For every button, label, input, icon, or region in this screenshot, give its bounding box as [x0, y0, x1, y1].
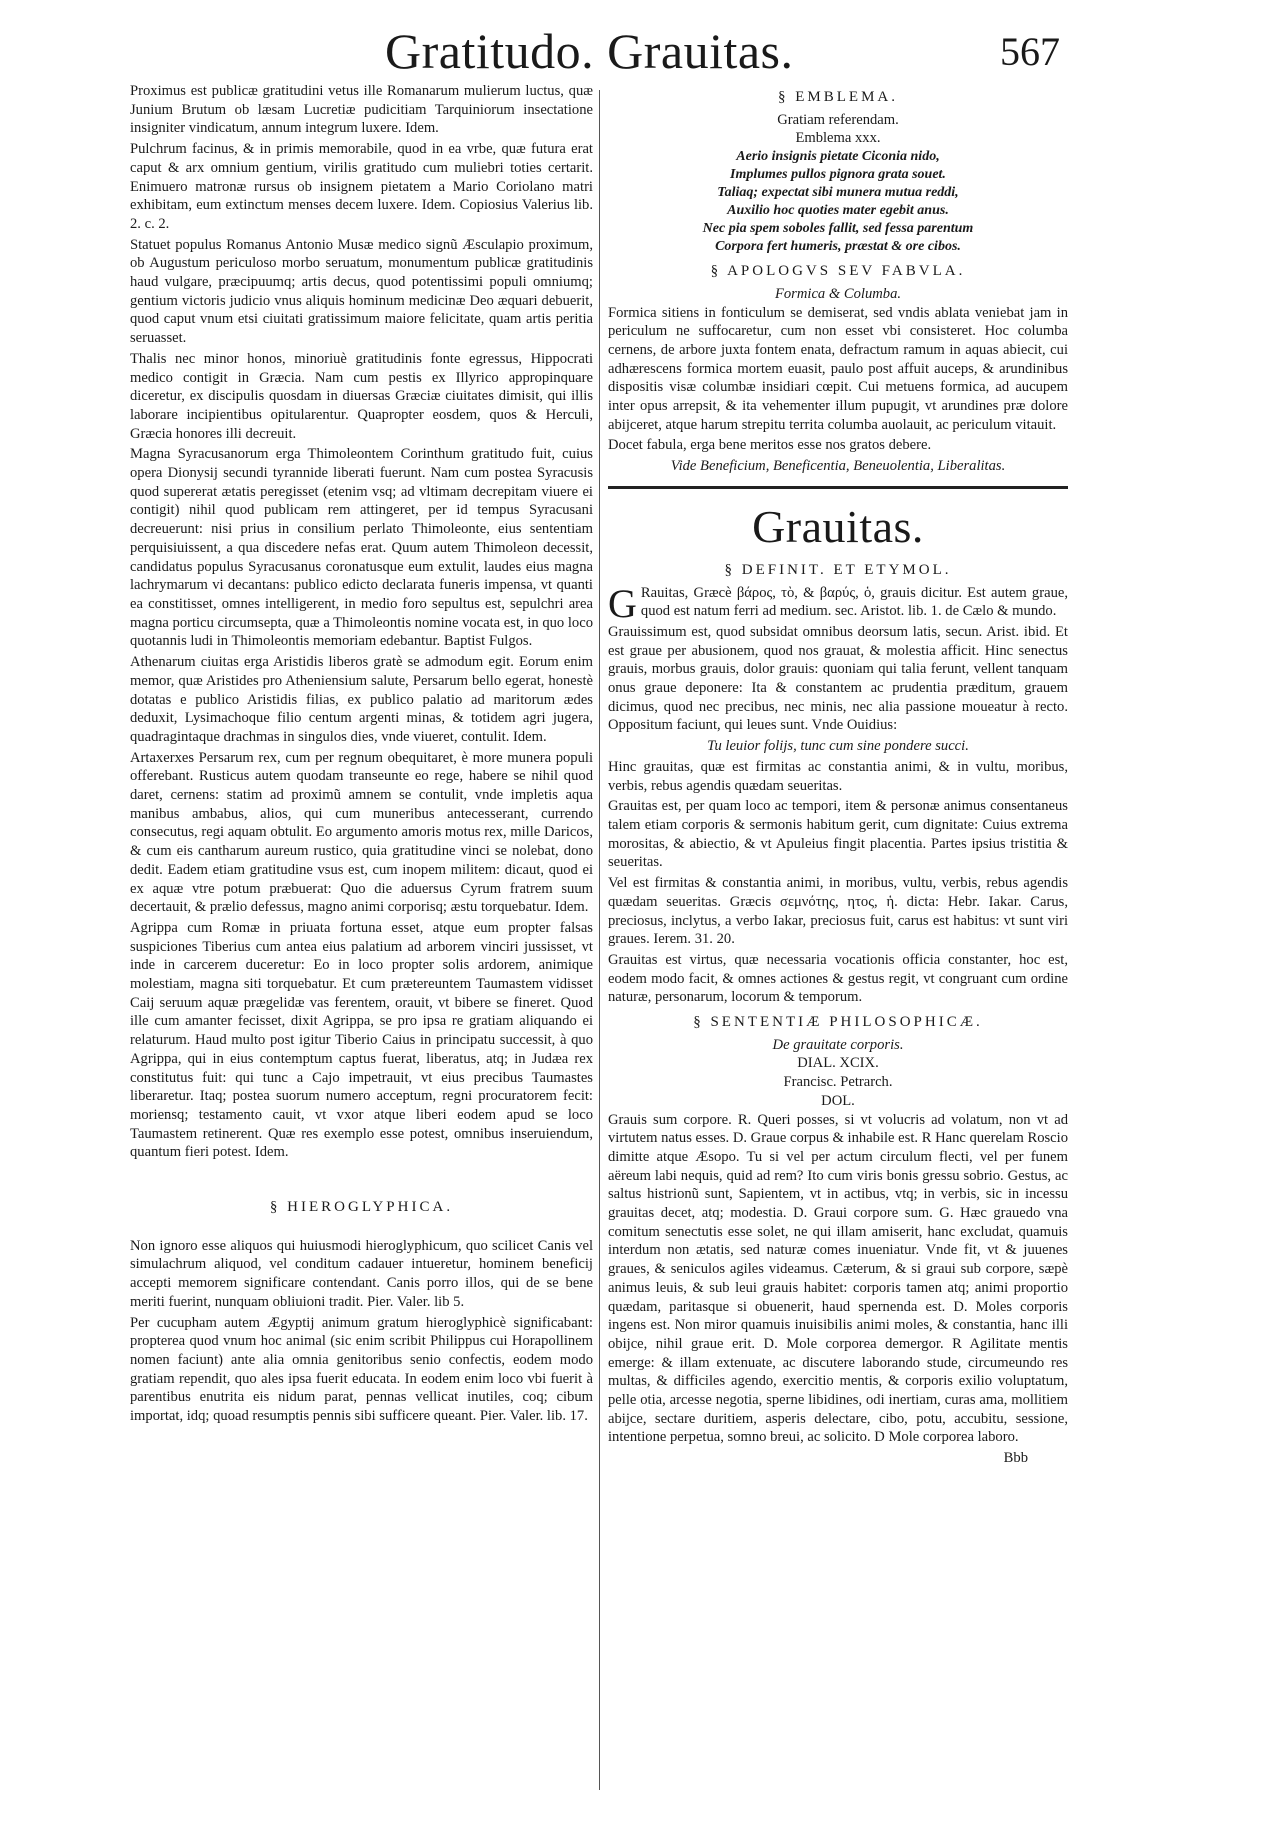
emblem-motto: Gratiam referendam. — [777, 111, 899, 128]
emblem-verse: Auxilio hoc quoties mater egebit anus. — [727, 203, 949, 219]
section-heading-emblema: § EMBLEMA. — [778, 89, 898, 105]
paragraph: Athenarum ciuitas erga Aristidis liberos gratè se admodum egit. Eorum enim memor, quæ Aristides pro Atheniensium salute, Persarum bello egerat, honestè dotatas e publico Aristidis filias, ex publico palatio ad maritorum ædes deduxit, Lysimachoque filio centum argenti minas, & totidem agri jugera, quadragintaque drachmas in singulos dies, vnde viueret, contulit. Idem. — [130, 654, 593, 745]
paragraph: Artaxerxes Persarum rex, cum per regnum obequitaret, è more munera populi offerebant. Rusticus autem quodam transeunte eo rege, habere se nihil quod daret, cernens: statim ad proximũ amnem se contulit, vnde impletis aqua manibus ambabus, alios, qui cum muneribus antecesserant, currendo consecutus, regi aquam obtulit. Eo argumento amoris motus rex, mille Daricos, & cum eis cantharum aureum rustico, quia gratitudine vinci se nolebat, dono dedit. Eadem etiam gratitudine vsus est, cum inopem militem: dicaut, quod ei ex aquæ vtre potum præbuerat: Quo die aduersus Cyrum fratrem suum decertauit, & prælio defessus, magno animi corporisq; æstu torquebatur. Idem. — [130, 749, 593, 916]
section-heading-definit: § DEFINIT. ET ETYMOL. — [724, 561, 952, 578]
cross-reference: Vide Beneficium, Beneficentia, Beneuolentia, Liberalitas. — [670, 458, 1006, 475]
dialogue-number: DIAL. XCIX. — [797, 1055, 879, 1072]
article-title: Grauitas. — [752, 500, 924, 552]
paragraph: Magna Syracusanorum erga Thimoleontem Corinthum gratitudo fuit, cuius opera Dionysij secundi tyrannide liberati fuerunt. Nam cum postea Syracusis quod supererat ætatis peregisset (etenim vsq; ad vltimam decrepitam viuere ei contigit) nihil quod publicam rem attingeret, per id tempus Syracusani decreuerunt: nisi prius in consilium perlato Thimoleonte, eius sententiam perquisiuissent, a qua discedere nefas erat. Quum autem Thimoleon decessit, candidatus populus Syracusanus coronatusque eum extulit, laudes eius magna lachrymarum vi decantans: publico edicto declarata funeris impensa, vt quanti ea constitisset, omnes intelligerent, in medio foro sepultus est, sepulchri area magna porticu circumsepta, quæ a Thimoleontis nomine vocata est, in quo loco quotannis ludi in Thimoleontis memoriam edebantur. Baptist Fulgos. — [130, 446, 593, 650]
paragraph: Thalis nec minor honos, minoriuè gratitudinis fonte egressus, Hippocrati medico contigit in Græcia. Nam cum pestis ex Illyrico appropinquare diceretur, ex discipulis quosdam in diuersas Græciæ ciuitates dimisit, qui illis laborare incipientibus opitularentur. Quapropter eosdem, quos & Herculi, Græcia honores illi decreuit. — [130, 350, 593, 442]
emblem-verse: Aerio insignis pietate Ciconia nido, — [736, 149, 940, 165]
paragraph: Per cucupham autem Ægyptij animum gratum hieroglyphicè significabant: propterea quod vnum hoc animal (sic enim scribit Philippus cui Horapollinem nomen faciunt) ante alia omnia genitoribus senio confectis, eodem modo gratiam rependit, quo ales ipsa fuerit educata. In eodem enim loco vbi fuerit à parentibus enutrita eis nidum parat, pennas vellicat inutiles, coq; cibum importat, idq; quoad resumptis pennis sibi sufficere queant. Pier. Valer. lib. 17. — [130, 1314, 593, 1425]
emblem-verse: Corpora fert humeris, præstat & ore cibos. — [715, 239, 961, 255]
right-column — [608, 82, 1068, 1468]
page-header — [0, 10, 1276, 80]
paragraph: Agrippa cum Romæ in priuata fortuna esset, atque eum propter falsas suspiciones Tiberius cum antea eius palatium ad arborem vinciri jussisset, vt inde in carcerem duceretur: Eo in loco propter solis ardorem, animique molestiam, magna siti torquebatur. Et cum prætereuntem Taumastem vidisset Caij seruum aquæ prægelidæ vas ferentem, orauit, vt bibere se fineret. Quod ille cum amanter fecisset, dixit Agrippa, se pro ipsa re gratiam aliquando ei relaturum. Haud multo post igitur Tiberio Caius in principatu successit, à quo Agrippa, qui in eius contemptum captus fuerat, liberatus, atq; in Judæa rex constitutus fuit: qui tunc a Cajo impetrauit, vt eius precibus Taumastes liberaretur. Itaq; postea suorum numero acceptum, regni procuratorem fecit: moriensq; testamento cauit, vt vxor atque liberi eodem apud se loco Taumastem retinerent. Quæ res exemplo esse potest, omnibus inseruiendum, quantum fieri potest. Idem. — [130, 919, 593, 1161]
paragraph: Formica sitiens in fonticulum se demiserat, sed vndis ablata veniebat jam in periculum ne suffocaretur, cum non esset vbi consisteret. Hoc columba cernens, de arbore juxta fontem enata, defractum ramum in aquas abiecit, cui adhærescens formica mortem euasit, paulo post affuit auceps, & arundinibus dispositis visæ columbæ insidiari cœpit. Cui metuens formica, ad aucupem inter opus arrepsit, & ita vehementer illum pupugit, vt arundines præ dolore abijceret, atque harum strepitu territa columba auolauit, ac periculum vitauit. — [608, 304, 1068, 433]
author: Francisc. Petrarch. — [783, 1074, 893, 1091]
sententiae-title: De grauitate corporis. — [772, 1036, 904, 1053]
page-number: 567 — [1000, 29, 1060, 74]
drop-cap: G — [608, 580, 637, 626]
section-heading-sententiae: § SENTENTIÆ PHILOSOPHICÆ. — [693, 1014, 983, 1031]
emblem-verse: Implumes pullos pignora grata souet. — [730, 167, 946, 183]
paragraph: Pulchrum facinus, & in primis memorabile, quod in ea vrbe, quæ futura erat caput & arx omnium gentium, virilis gratitudo cum muliebri toties certarit. Enimuero matronæ rursus ob insignem pietatem a Mario Coriolano matri exhibitam, eum extinctum menses decem luxere. Idem. Copiosius Valerius lib. 2. c. 2. — [130, 141, 593, 232]
paragraph: Grauitas est, per quam loco ac tempori, item & personæ animus consentaneus talem etiam corporis & sermonis habitum gerit, cum dignitate: Cuius extrema morositas, & abiectio, & vt Apuleius fingit placentia. Partes ipsius tristitia & seueritas. — [608, 798, 1068, 871]
paragraph: Non ignoro esse aliquos qui huiusmodi hieroglyphicum, quo scilicet Canis vel simulachrum aliquod, vel conditum cadauer intueretur, hominem beneficij accepti memorem significare contendant. Canis porro illos, qui de se bene meriti fuerint, nunquam obliuioni tradit. Pier. Valer. lib 5. — [130, 1237, 593, 1310]
paragraph: Grauis sum corpore. R. Queri posses, si vt volucris ad volatum, non vt ad virtutem natus esses. D. Graue corpus & inhabile est. R Hanc querelam Roscio dimitte atque Æsopo. Tu si vel per actum circulum flecti, vel per funem aëreum labi nequis, quid ad rem? Ito cum viris bonis gressu sobrio. Gestus, ac saltus histrionũ sunt, Sapientem, vt in actibus, vtq; in verbis, sic in incessu grauitas decet, atq; modestia. D. Graui corpore sum. G. Hæc grauedo vna comitum senectutis esse solet, ne qui illam amiserit, hanc excludat, quamuis interdum non ætatis, sed naturæ comes inueniatur. Vnde fit, vt & juuenes graues, & seniculos agiles videamus. Cæterum, & si graui sub corpore, sæpè animus leuis, & sub leui grauis habitet: corporis tamen atq; animi proportio quædam, paritasque si obuenerit, haud spernenda est. D. Moles corporis ingens est. Non miror quamuis inuisibilis animi moles, & constantia, hanc illi obijce, nihil graue erit. D. Mole corporea demergor. R Agilitate mentis emerge: & illam extenuate, ac discutere laborando stude, circumeundo res multas, & difficiles agendo, exercitio mentis, & corporis exilio voluptatum, pelle otia, arcesse negotia, sperne libidines, odi inertiam, curas ama, mollitiem abijce, sectare duritiem, asperis delectare, cibo, potu, accubitu, sessione, intentione perpetua, somno breui, ac solicito. D Mole corporea laboro. — [608, 1111, 1068, 1446]
paragraph: Grauissimum est, quod subsidat omnibus deorsum latis, secun. Arist. ibid. Et est graue per abusionem, quod nos grauat, & molestia afficit. Hinc senectus grauis, morbus grauis, dolor grauis: quoniam qui talia ferunt, vellent tanquam onus graue deponere: Ita & constantem ac prudentia præditum, grauem dicimus, quod nec precibus, nec minis, nec alia passione moueatur à recto. Oppositum faciunt, qui leues sunt. Vnde Ouidius: — [608, 623, 1068, 734]
paragraph — [608, 580, 1068, 626]
column-divider — [599, 90, 600, 1790]
section-heading-apologus: § APOLOGVS SEV FABVLA. — [710, 263, 966, 280]
horizontal-rule — [608, 486, 1068, 489]
section-heading-hieroglyphica: § HIEROGLYPHICA. — [269, 1199, 454, 1216]
fable-moral: Docet fabula, erga bene meritos esse nos gratos debere. — [608, 437, 932, 454]
speaker-label: DOL. — [821, 1092, 855, 1109]
emblem-verse: Nec pia spem soboles fallit, sed fessa parentum — [702, 221, 974, 237]
paragraph: Proximus est publicæ gratitudini vetus ille Romanarum mulierum luctus, quæ Junium Brutum ob læsam Lucretiæ pudicitiam Tarquiniorum insectatione insigniter vindicatum, annum integrum luxere. Idem. — [130, 83, 593, 137]
fable-title: Formica & Columba. — [774, 285, 902, 302]
left-column — [130, 82, 593, 1428]
emblem-verse: Taliaq; expectat sibi munera mutua reddi, — [717, 185, 959, 201]
paragraph-text: Rauitas, Græcè βάρος, τὸ, & βαρύς, ὁ, grauis dicitur. Est autem graue, quod est natum ferri ad medium. sec. Aristot. lib. 1. de Cælo & mundo. — [640, 584, 1068, 620]
paragraph: Statuet populus Romanus Antonio Musæ medico signũ Æsculapio proximum, ob Augustum periculoso morbo seruatum, monumentum publicæ gratitudinis haud vulgare, præcipuumq; artis decus, quod potentissimi populi omniumq; gentium victoris judicio vnus aliquis hominum medicinæ Deo æquari debuerit, quod caput vnum etsi ciuitati gratissimum maiore felicitate, quam artis peritia seruasset. — [130, 236, 593, 347]
running-head: Gratitudo. Grauitas. — [385, 23, 794, 79]
paragraph: Hinc grauitas, quæ est firmitas ac constantia animi, & in vultu, moribus, verbis, rebus agendis quædam seueritas. — [608, 758, 1068, 794]
signature-mark: Bbb — [1003, 1450, 1028, 1467]
paragraph: Vel est firmitas & constantia animi, in moribus, vultu, verbis, rebus agendis quædam seueritas. Græcis σεμνότης, ητος, ἡ. dicta: Hebr. Iakar. Carus, preciosus, inclytus, a verbo Iakar, preciosus fuit, carus est habitus: vt sunt viri graues. Ierem. 31. 20. — [608, 875, 1068, 948]
paragraph: Grauitas est virtus, quæ necessaria vocationis officia constanter, hoc est, eodem modo facit, & omnes actiones & gestus regit, vt congruant cum ordine naturæ, personarum, locorum & temporum. — [608, 951, 1068, 1006]
emblem-number: Emblema xxx. — [795, 130, 881, 147]
verse-quote: Tu leuior folijs, tunc cum sine pondere succi. — [707, 738, 969, 755]
